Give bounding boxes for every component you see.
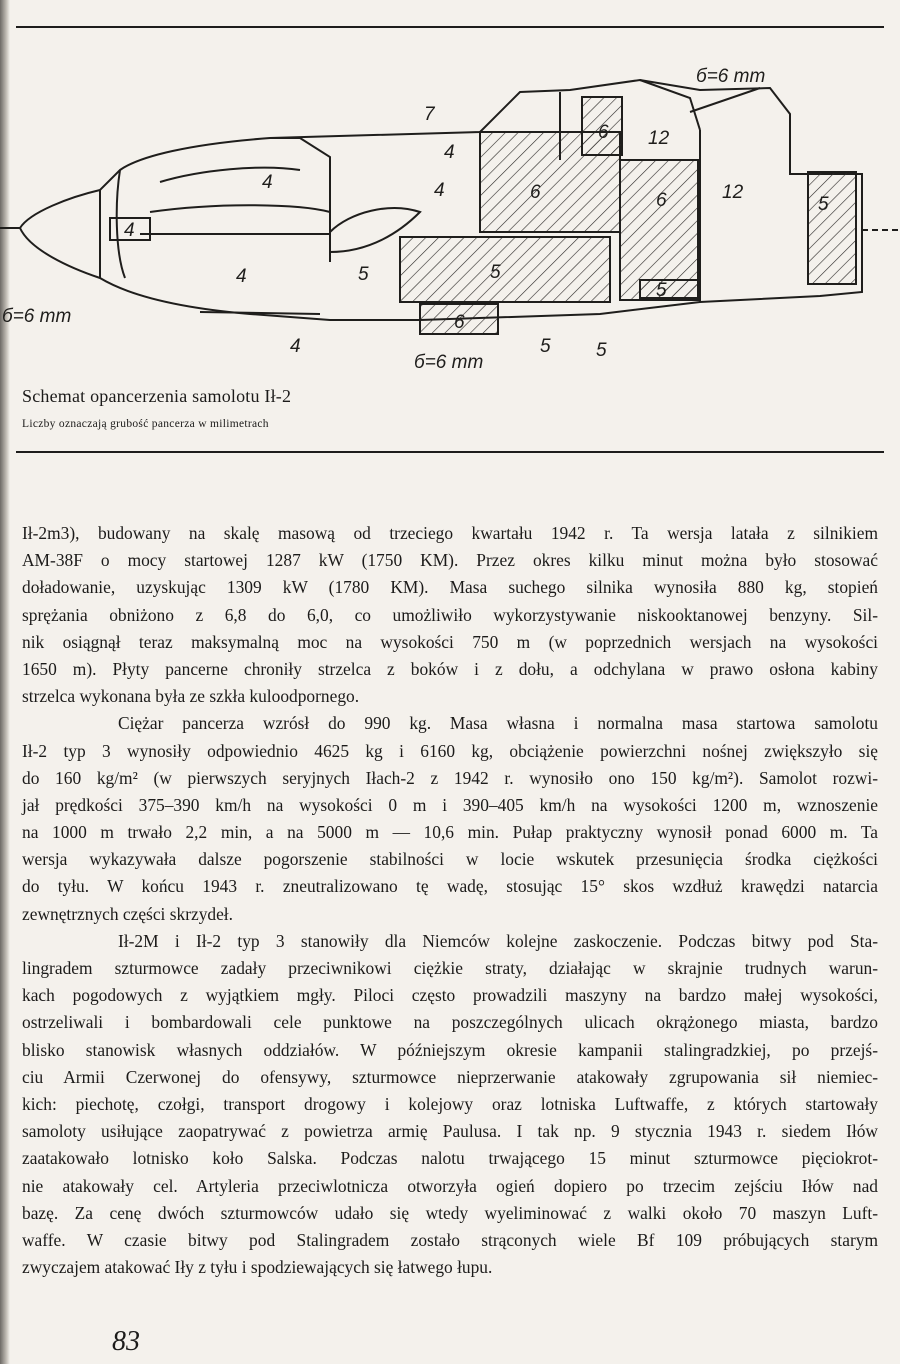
label-left-thickness: б=6 mm (2, 306, 72, 327)
text-line: AM-38F o mocy startowej 1287 kW (1750 KM). Przez okres kilku minut można było stosować (22, 550, 878, 571)
text-line: strzelca wykonana była ze szkła kuloodpornego. (22, 686, 360, 707)
text-line: sprężania obniżono z 6,8 do 6,0, co umożliwiło wykorzystywanie niskooktanowej benzyny. Sil- (22, 604, 878, 625)
text-line: Ciężar pancerza wzrósł do 990 kg. Masa własna i normalna masa startowa samolotu (118, 713, 878, 734)
text-line: 1650 m). Płyty pancerne chroniły strzelca z boków i z dołu, a odchylana w prawo osłona kabiny (22, 658, 878, 679)
page-number: 83 (112, 1326, 140, 1357)
label-bottom-thickness: б=6 mm (414, 352, 484, 373)
top-rule (16, 26, 884, 28)
label-4-bottom: 4 (290, 336, 301, 357)
text-line: waffe. W czasie bitwy pod Stalingradem zostało strąconych wiele Bf 109 próbujących starym (22, 1229, 878, 1250)
label-top-thickness: б=6 mm (696, 66, 766, 87)
text-line: Ił-2 typ 3 wynosiły odpowiednio 4625 kg i 6160 kg, obciążenie powierzchni nośnej zwiększyło się (22, 740, 878, 761)
label-5-tail: 5 (818, 194, 829, 215)
text-line: jał prędkości 375–390 km/h na wysokości 0 m i 390–405 km/h na wysokości 1200 m, wznoszenie (22, 794, 878, 815)
figure-caption-subtitle: Liczby oznaczają grubość pancerza w milimetrach (22, 418, 269, 430)
label-6-right: 6 (656, 190, 667, 211)
text-line: do tyłu. W końcu 1943 r. zneutralizowano tę wadę, stosując 15° skos wzdłuż krawędzi natarcia (22, 876, 878, 897)
label-6-pilot: 6 (530, 182, 541, 203)
label-4-upper-mid: 4 (434, 180, 445, 201)
text-line: nie atakowały cel. Artyleria przeciwlotnicza otworzyła ogień dopiero po trzecim zejściu Iłów nad (22, 1175, 878, 1196)
text-line: nik osiągnął teraz maksymalną moc na wysokości 750 m (w poprzednich wersjach na wysokości (22, 631, 878, 652)
label-5-inlet: 5 (358, 264, 369, 285)
label-4-radiator: 4 (124, 220, 135, 241)
text-line: doładowanie, uzyskując 1309 kW (1780 KM). Masa suchego silnika wynosiła 880 kg, stopień (22, 577, 878, 598)
armor-plates (110, 97, 856, 334)
text-line: zewnętrznych części skrzydeł. (22, 903, 233, 924)
label-6-gunner: 6 (598, 122, 609, 143)
label-5-bottom-b: 5 (596, 340, 607, 361)
text-line: blisko stanowisk własnych oddziałów. W późniejszym okresie kampanii stalingradzkiej, po przejś- (22, 1039, 878, 1060)
label-6-lower: 6 (454, 312, 465, 333)
label-4-cockpit: 4 (444, 142, 455, 163)
label-7: 7 (424, 104, 435, 125)
label-5-bottom-a: 5 (540, 336, 551, 357)
figure-caption-title: Schemat opancerzenia samolotu Ił-2 (22, 386, 292, 406)
text-line: zwyczajem atakować Iły z tyłu i spodziewających się łatwego łupu. (22, 1257, 493, 1278)
text-line: kach pogodowych z wyjątkiem mgły. Piloci często prowadzili maszyny na bardzo małej wysokości, (22, 985, 878, 1006)
text-line: Ił-2m3), budowany na skalę masową od trzeciego kwartału 1942 r. Ta wersja latała z silnikiem (22, 523, 878, 543)
text-line: samoloty usiłujące zaopatrywać z powietrza armię Paulusa. I tak np. 9 stycznia 1943 r. siedem Iłów (22, 1121, 878, 1142)
body-text (22, 520, 878, 1281)
text-line: na 1000 m trwało 2,2 min, a na 5000 m — 10,6 min. Pułap praktyczny wynosił ponad 6000 m. Ta (22, 822, 878, 843)
text-line: ostrzeliwali i bombardowali cele punktowe na poszczególnych ulicach okrążonego miasta, bardzo (22, 1012, 878, 1033)
text-line: kich: piechotę, czołgi, transport drogowy i kolejowy oraz lotniska Luftwaffe, z których startowały (22, 1093, 878, 1114)
label-12-rear: 12 (722, 182, 744, 203)
text-line: wersja wykazywała dalsze pogorszenie stabilności w locie wskutek przesunięcia środka ciężkości (22, 849, 878, 870)
label-4-upper-nose: 4 (262, 172, 273, 193)
label-4-lower-nose: 4 (236, 266, 247, 287)
text-line: Ił-2M i Ił-2 typ 3 stanowiły dla Niemców kolejne zaskoczenie. Podczas bitwy pod Sta- (118, 930, 878, 951)
label-12-canopy: 12 (648, 128, 670, 149)
text-line: bazę. Za cenę dwóch szturmowców udało się wtedy wyeliminować z walki około 70 maszyn Luft- (22, 1202, 878, 1223)
text-line: lingradem szturmowce zadały przeciwnikowi ciężkie straty, działając w skrajnie trudnych warun- (22, 958, 878, 978)
text-line: zaatakowało lotnisko koło Salska. Podczas nalotu trwającego 15 minut szturmowce pięciokrot- (22, 1148, 878, 1169)
armor-diagram (0, 52, 900, 382)
label-5-tank: 5 (490, 262, 501, 283)
text-line: ciu Armii Czerwonej do ofensywy, szturmowce nieprzerwanie atakowały zgrupowania sił niemiec- (22, 1066, 878, 1087)
caption-rule (16, 451, 884, 453)
label-5-floor: 5 (656, 280, 667, 301)
text-line: do 160 kg/m² (w pierwszych seryjnych Iłach-2 z 1942 r. wynosiło ono 150 kg/m²). Samolot rozwi- (22, 767, 878, 788)
